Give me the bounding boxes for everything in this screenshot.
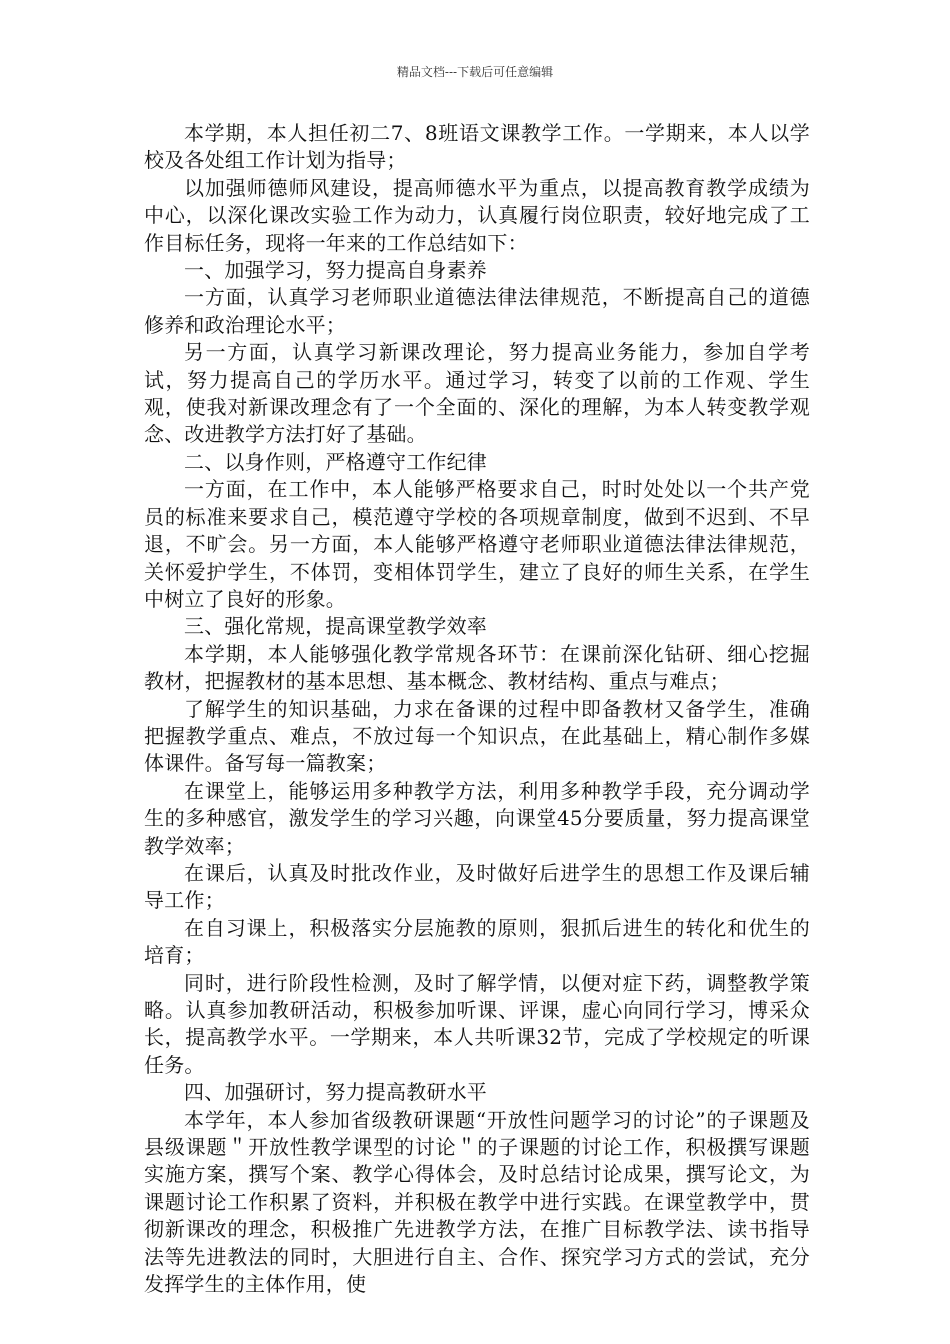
paragraph: 一方面，认真学习老师职业道德法律法律规范，不断提高自己的道德修养和政治理论水平； [144, 285, 810, 337]
paragraph: 以加强师德师风建设，提高师德水平为重点，以提高教育教学成绩为中心，以深化课改实验工作为动力，认真履行岗位职责，较好地完成了工作目标任务，现将一年来的工作总结如下： [144, 175, 810, 255]
page-header: 精品文档---下载后可任意编辑 [396, 65, 554, 79]
document-body [144, 120, 810, 1298]
paragraph: 本学年，本人参加省级教研课题“开放性问题学习的讨论”的子课题及县级课题＂开放性教学课型的讨论＂的子课题的讨论工作，积极撰写课题实施方案，撰写个案、教学心得体会，及时总结讨论成果，撰写论文，为课题讨论工作积累了资料，并积极在教学中进行实践。在课堂教学中，贯彻新课改的理念，积极推广先进教学方法，在推广目标教学法、读书指导法等先进教法的同时，大胆进行自主、合作、探究学习方式的尝试，充分发挥学生的主体作用，使 [144, 1107, 810, 1297]
section-heading: 二、以身作则，严格遵守工作纪律 [184, 449, 487, 474]
paragraph: 一方面，在工作中，本人能够严格要求自己，时时处处以一个共产党员的标准来要求自己，模范遵守学校的各项规章制度，做到不迟到、不早退，不旷会。另一方面，本人能够严格遵守老师职业道德法律法律规范，关怀爱护学生，不体罚，变相体罚学生，建立了良好的师生关系，在学生中树立了良好的形象。 [144, 477, 810, 611]
paragraph: 在自习课上，积极落实分层施教的原则，狠抓后进生的转化和优生的培育； [144, 915, 810, 968]
paragraph: 了解学生的知识基础，力求在备课的过程中即备教材又备学生，准确把握教学重点、难点，不放过每一个知识点，在此基础上，精心制作多媒体课件。备写每一篇教案； [144, 696, 810, 776]
section-heading: 三、强化常规，提高课堂教学效率 [184, 614, 487, 639]
paragraph: 同时，进行阶段性检测，及时了解学情，以便对症下药，调整教学策略。认真参加教研活动，积极参加听课、评课，虚心向同行学习，博采众长，提高教学水平。一学期来，本人共听课32节，完成了学校规定的听课任务。 [144, 970, 810, 1077]
paragraph: 本学期，本人能够强化教学常规各环节：在课前深化钻研、细心挖掘教材，把握教材的基本思想、基本概念、教材结构、重点与难点； [144, 641, 810, 694]
paragraph: 在课堂上，能够运用多种教学方法，利用多种教学手段，充分调动学生的多种感官，激发学生的学习兴趣，向课堂45分要质量，努力提高课堂教学效率； [144, 778, 810, 858]
paragraph: 在课后，认真及时批改作业，及时做好后进学生的思想工作及课后辅导工作； [144, 860, 810, 913]
paragraph: 本学期，本人担任初二7、8班语文课教学工作。一学期来，本人以学校及各处组工作计划为指导； [144, 121, 810, 173]
paragraph: 另一方面，认真学习新课改理论，努力提高业务能力，参加自学考试，努力提高自己的学历水平。通过学习，转变了以前的工作观、学生观，使我对新课改理念有了一个全面的、深化的理解，为本人转变教学观念、改进教学方法打好了基础。 [144, 340, 810, 447]
section-heading: 一、加强学习，努力提高自身素养 [184, 258, 487, 283]
section-heading: 四、加强研讨，努力提高教研水平 [184, 1080, 487, 1105]
